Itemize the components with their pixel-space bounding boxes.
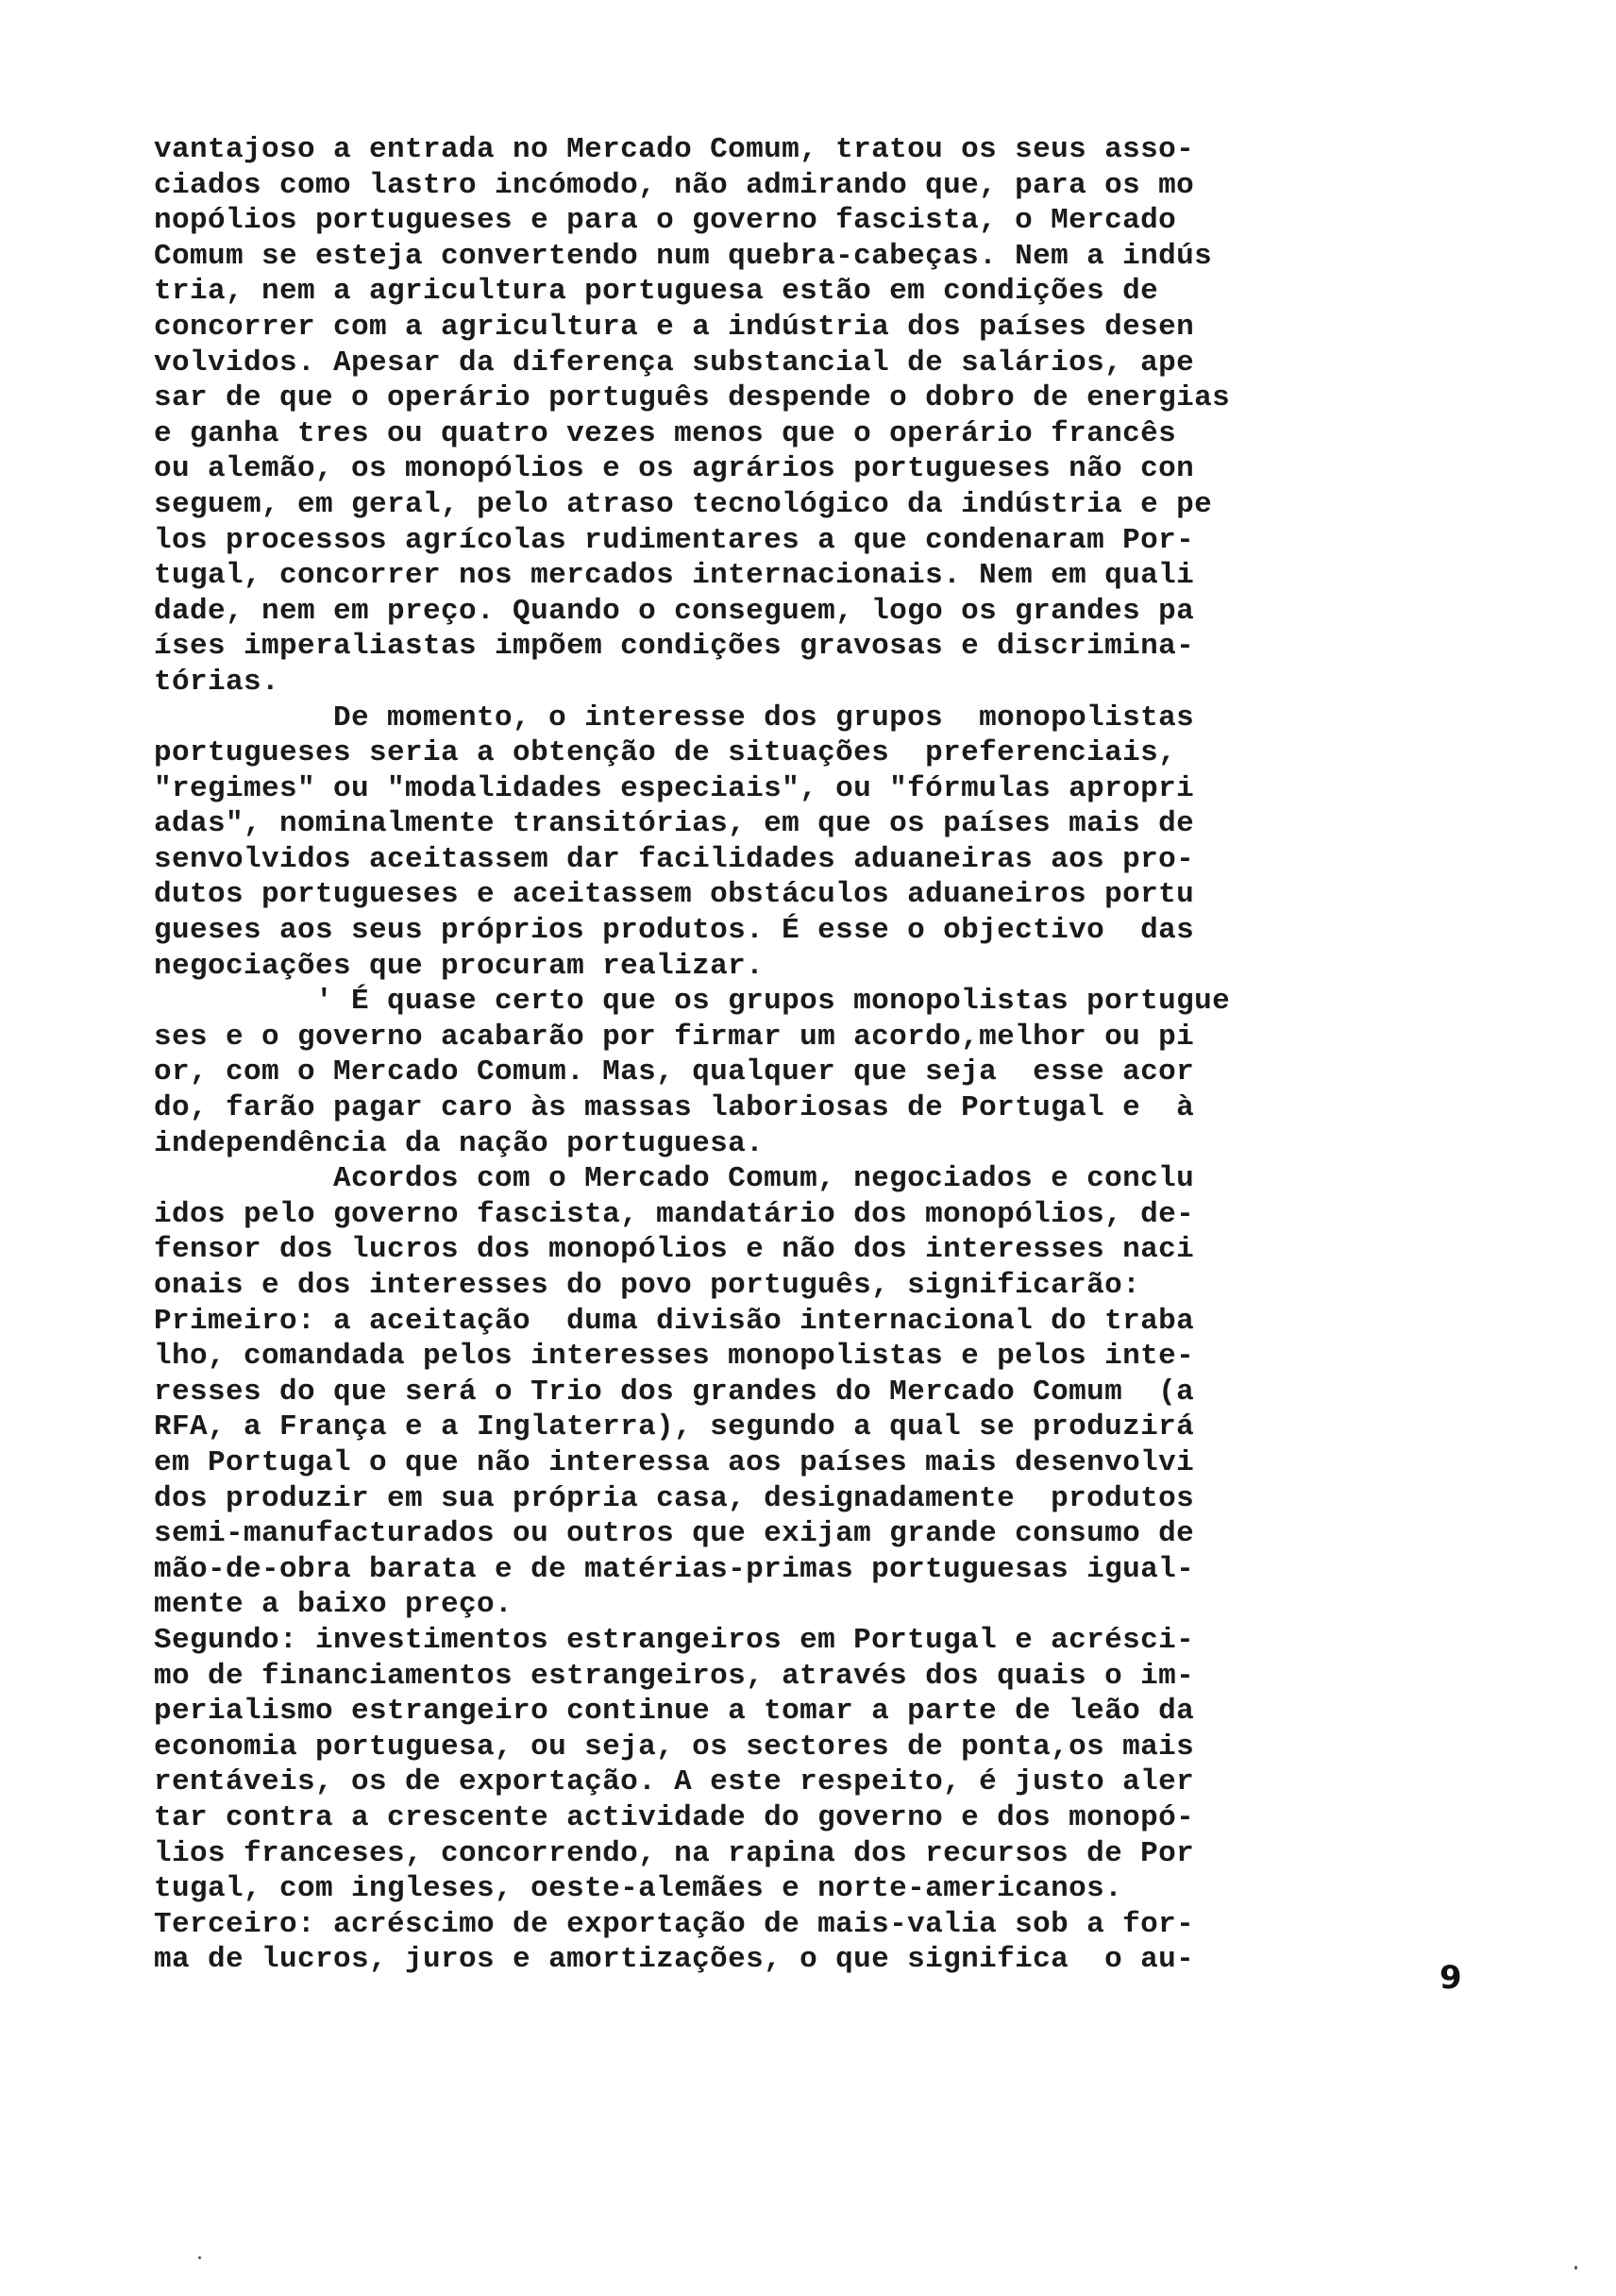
text-line: lios franceses, concorrendo, na rapina dos recursos de Por bbox=[154, 1836, 1195, 1870]
text-line: tugal, com ingleses, oeste-alemães e norte-americanos. bbox=[154, 1872, 1123, 1906]
text-line: vantajoso a entrada no Mercado Comum, tratou os seus asso- bbox=[154, 133, 1195, 166]
text-line: tria, nem a agricultura portuguesa estão em condições de bbox=[154, 275, 1159, 309]
text-line: onais e dos interesses do povo português, significarão: bbox=[154, 1269, 1141, 1302]
text-line: nopólios portugueses e para o governo fascista, o Mercado bbox=[154, 204, 1177, 238]
text-line: gueses aos seus próprios produtos. É esse o objectivo das bbox=[154, 914, 1195, 948]
text-line: mão-de-obra barata e de matérias-primas portuguesas igual- bbox=[154, 1552, 1195, 1586]
body-text bbox=[154, 132, 1419, 1978]
text-line: los processos agrícolas rudimentares a que condenaram Por- bbox=[154, 523, 1195, 557]
text-line: mo de financiamentos estrangeiros, através dos quais o im- bbox=[154, 1659, 1195, 1693]
text-line: dade, nem em preço. Quando o conseguem, logo os grandes pa bbox=[154, 594, 1195, 628]
text-line: negociações que procuram realizar. bbox=[154, 949, 765, 983]
text-line: sar de que o operário português despende o dobro de energias bbox=[154, 381, 1231, 415]
text-line: ma de lucros, juros e amortizações, o que significa o au- bbox=[154, 1943, 1195, 1977]
text-line: "regimes" ou "modalidades especiais", ou "fórmulas apropri bbox=[154, 771, 1195, 805]
text-line: resses do que será o Trio dos grandes do Mercado Comum (a bbox=[154, 1375, 1195, 1409]
text-line: perialismo estrangeiro continue a tomar a parte de leão da bbox=[154, 1695, 1195, 1729]
text-line: mente a baixo preço. bbox=[154, 1588, 513, 1622]
scan-speck bbox=[1574, 2266, 1577, 2270]
text-line: senvolvidos aceitassem dar facilidades aduaneiras aos pro- bbox=[154, 842, 1195, 876]
text-line: economia portuguesa, ou seja, os sectores de ponta,os mais bbox=[154, 1730, 1195, 1764]
text-line: lho, comandada pelos interesses monopolistas e pelos inte- bbox=[154, 1340, 1195, 1374]
text-line: tugal, concorrer nos mercados internacionais. Nem em quali bbox=[154, 559, 1195, 593]
text-line: e ganha tres ou quatro vezes menos que o operário francês bbox=[154, 416, 1177, 450]
text-line: portugueses seria a obtenção de situações preferenciais, bbox=[154, 736, 1177, 770]
text-line: semi-manufacturados ou outros que exijam grande consumo de bbox=[154, 1517, 1195, 1551]
text-line: volvidos. Apesar da diferença substancial de salários, ape bbox=[154, 346, 1195, 380]
text-line: idos pelo governo fascista, mandatário dos monopólios, de- bbox=[154, 1197, 1195, 1231]
text-line: fensor dos lucros dos monopólios e não dos interesses naci bbox=[154, 1233, 1195, 1267]
text-line: tórias. bbox=[154, 665, 280, 699]
text-line: ou alemão, os monopólios e os agrários portugueses não con bbox=[154, 452, 1195, 486]
text-line: Acordos com o Mercado Comum, negociados e conclu bbox=[154, 1162, 1195, 1196]
page-number: 9 bbox=[1439, 1959, 1462, 1997]
text-line: em Portugal o que não interessa aos países mais desenvolvi bbox=[154, 1445, 1195, 1479]
text-line: Comum se esteja convertendo num quebra-cabeças. Nem a indús bbox=[154, 239, 1213, 273]
text-line: íses imperaliastas impõem condições gravosas e discrimina- bbox=[154, 630, 1195, 664]
text-line: tar contra a crescente actividade do governo e dos monopó- bbox=[154, 1800, 1195, 1834]
text-line: independência da nação portuguesa. bbox=[154, 1126, 765, 1160]
text-line: ses e o governo acabarão por firmar um acordo,melhor ou pi bbox=[154, 1020, 1195, 1054]
text-line: ' É quase certo que os grupos monopolistas portugue bbox=[154, 985, 1231, 1019]
text-line: dutos portugueses e aceitassem obstáculos aduaneiros portu bbox=[154, 878, 1195, 912]
text-line: Primeiro: a aceitação duma divisão internacional do traba bbox=[154, 1304, 1195, 1338]
text-line: rentáveis, os de exportação. A este respeito, é justo aler bbox=[154, 1765, 1195, 1799]
text-line: RFA, a França e a Inglaterra), segundo a qual se produzirá bbox=[154, 1410, 1195, 1444]
text-line: adas", nominalmente transitórias, em que os países mais de bbox=[154, 807, 1195, 841]
text-line: De momento, o interesse dos grupos monopolistas bbox=[154, 701, 1195, 734]
text-line: Terceiro: acréscimo de exportação de mais-valia sob a for- bbox=[154, 1907, 1195, 1941]
text-line: ciados como lastro incómodo, não admirando que, para os mo bbox=[154, 168, 1195, 202]
text-line: dos produzir em sua própria casa, designadamente produtos bbox=[154, 1481, 1195, 1515]
text-line: seguem, em geral, pelo atraso tecnológico da indústria e pe bbox=[154, 487, 1213, 521]
text-line: Segundo: investimentos estrangeiros em Portugal e acrésci- bbox=[154, 1623, 1195, 1657]
text-line: do, farão pagar caro às massas laboriosas de Portugal e à bbox=[154, 1091, 1195, 1125]
scan-speck bbox=[198, 2256, 201, 2259]
text-line: concorrer com a agricultura e a indústria dos países desen bbox=[154, 310, 1195, 344]
text-line: or, com o Mercado Comum. Mas, qualquer que seja esse acor bbox=[154, 1055, 1195, 1089]
